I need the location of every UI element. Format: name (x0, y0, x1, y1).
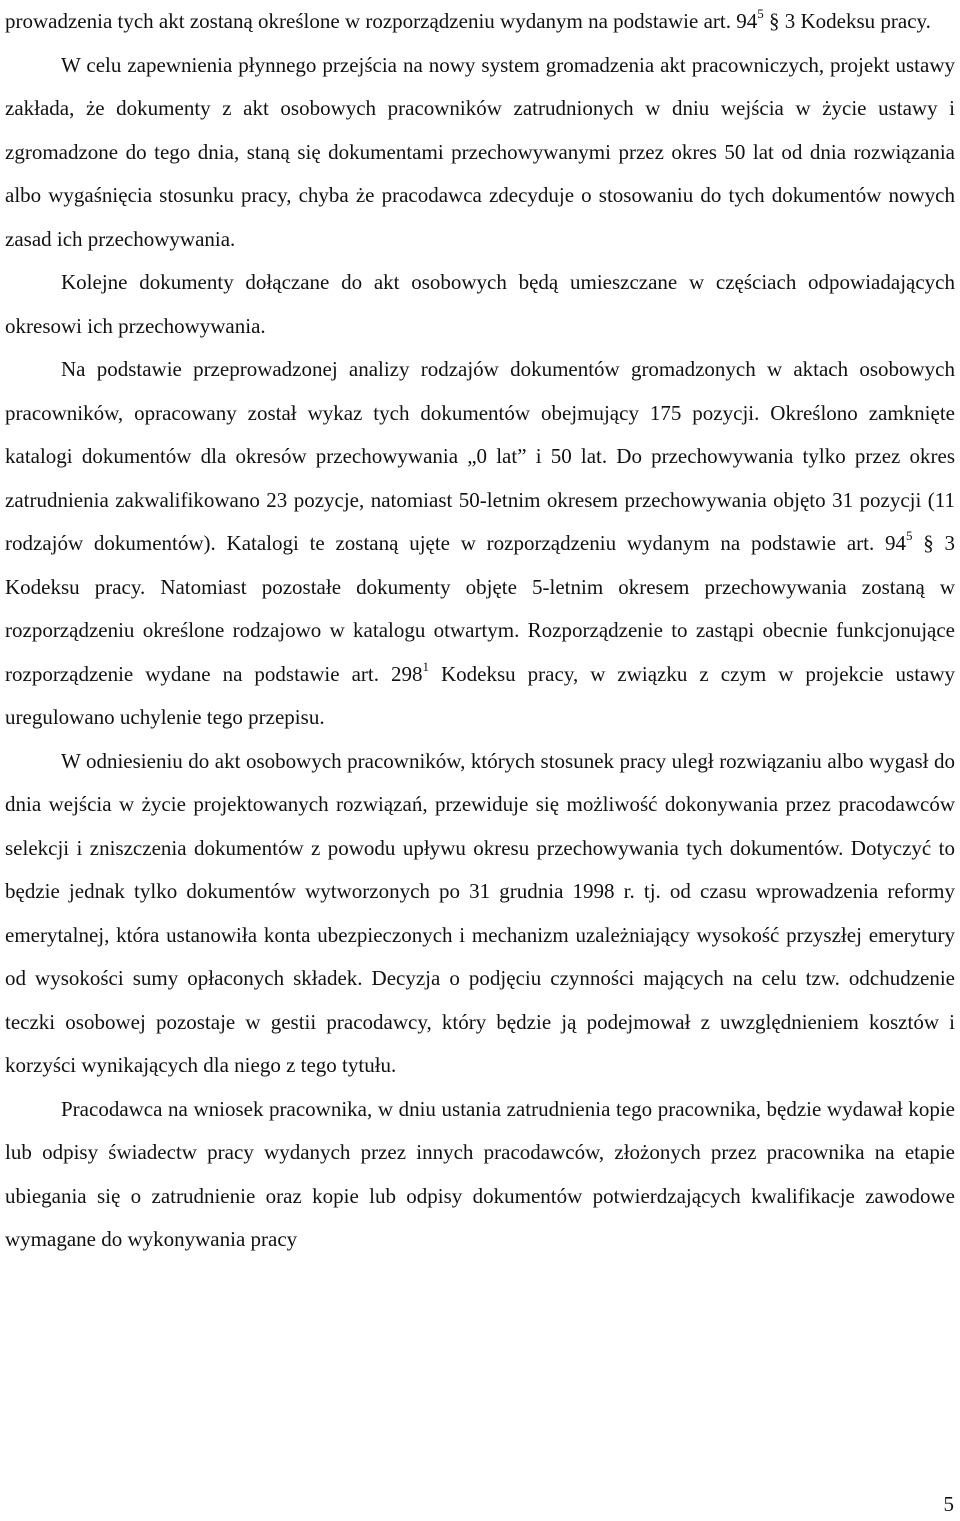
paragraph-5: W odniesieniu do akt osobowych pracowników, których stosunek pracy uległ rozwiązaniu albo wygasł do dnia wejścia w życie projektowanych rozwiązań, przewiduje się możliwość dokonywania przez pracodawców selekcji i zniszczenia dokumentów z powodu upływu okresu przechowywania tych dokumentów. Dotyczyć to będzie jednak tylko dokumentów wytworzonych po 31 grudnia 1998 r. tj. od czasu wprowadzenia reformy emerytalnej, która ustanowiła konta ubezpieczonych i mechanizm uzależniający wysokość przyszłej emerytury od wysokości sumy opłaconych składek. Decyzja o podjęciu czynności mających na celu tzw. odchudzenie teczki osobowej pozostaje w gestii pracodawcy, który będzie ją podejmował z uwzględnieniem kosztów i korzyści wynikających dla niego z tego tytułu. (5, 748, 955, 1077)
paragraph-1 (5, 0, 955, 44)
paragraph-4 (5, 348, 955, 740)
document-page (5, 0, 955, 1262)
superscript-1: 5 (757, 6, 764, 21)
paragraph-4-text-a: Na podstawie przeprowadzonej analizy rodzajów dokumentów gromadzonych w aktach osobowych pracowników, opracowany został wykaz tych dokumentów obejmujący 175 pozycji. Określono zamknięte katalogi dokumentów dla okresów przechowywania „0 lat” i 50 lat. Do przechowywania tylko przez okres zatrudnienia zakwalifikowano 23 pozycje, natomiast 50-letnim okresem przechowywania objęto 31 pozycji (11 rodzajów dokumentów). Katalogi te zostaną ujęte w rozporządzeniu wydanym na podstawie art. 94 (5, 357, 955, 555)
paragraph-4-text-c: Kodeksu pracy, w związku z czym w projekcie ustawy uregulowano uchylenie tego przepisu. (5, 661, 956, 729)
paragraph-3: Kolejne dokumenty dołączane do akt osobowych będą umieszczane w częściach odpowiadających okresowi ich przechowywania. (5, 270, 955, 338)
paragraph-1-text-a: prowadzenia tych akt zostaną określone w rozporządzeniu wydanym na podstawie art. 94 (5, 9, 758, 33)
superscript-2: 5 (906, 528, 913, 543)
paragraph-4-text-b: § 3 Kodeksu pracy. Natomiast pozostałe dokumenty objęte 5-letnim okresem przechowywania zostaną w rozporządzeniu określone rodzajowo w katalogu otwartym. Rozporządzenie to zastąpi obecnie funkcjonujące rozporządzenie wydane na podstawie art. 298 (5, 531, 956, 686)
page-number: 5 (943, 1492, 954, 1516)
paragraph-1-text-b: § 3 Kodeksu pracy. (763, 9, 931, 33)
superscript-3: 1 (422, 658, 429, 674)
paragraph-2: W celu zapewnienia płynnego przejścia na nowy system gromadzenia akt pracowniczych, projekt ustawy zakłada, że dokumenty z akt osobowych pracowników zatrudnionych w dniu wejścia w życie ustawy i zgromadzone do tego dnia, staną się dokumentami przechowywanymi przez okres 50 lat od dnia rozwiązania albo wygaśnięcia stosunku pracy, chyba że pracodawca zdecyduje o stosowaniu do tych dokumentów nowych zasad ich przechowywania. (5, 52, 955, 251)
paragraph-6: Pracodawca na wniosek pracownika, w dniu ustania zatrudnienia tego pracownika, będzie wydawał kopie lub odpisy świadectw pracy wydanych przez innych pracodawców, złożonych przez pracownika na etapie ubiegania się o zatrudnienie oraz kopie lub odpisy dokumentów potwierdzających kwalifikacje zawodowe wymagane do wykonywania pracy (5, 1096, 955, 1251)
